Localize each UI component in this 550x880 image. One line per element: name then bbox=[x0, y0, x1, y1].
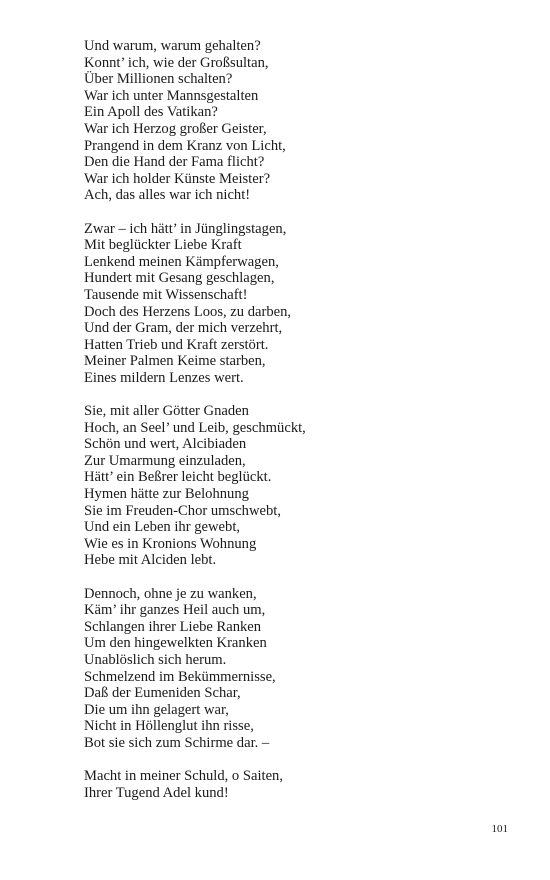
poem-line: Hätt’ ein Beßrer leicht beglückt. bbox=[84, 469, 272, 486]
poem-line: Und warum, warum gehalten? bbox=[84, 38, 261, 54]
poem-line: Meiner Palmen Keime starben, bbox=[84, 353, 266, 370]
poem-line: Und der Gram, der mich verzehrt, bbox=[84, 320, 283, 337]
poem-line: Ach, das alles war ich nicht! bbox=[84, 187, 251, 204]
poem-line: Hebe mit Alciden lebt. bbox=[84, 552, 217, 569]
poem-line: Ein Apoll des Vatikan? bbox=[84, 104, 218, 121]
poem-line: Hatten Trieb und Kraft zerstört. bbox=[84, 336, 269, 353]
poem-line: Doch des Herzens Loos, zu darben, bbox=[84, 303, 292, 320]
poem-line: Hymen hätte zur Belohnung bbox=[84, 486, 249, 503]
poem-line: War ich Herzog großer Geister, bbox=[84, 120, 267, 137]
poem-line: Hoch, an Seel’ und Leib, geschmückt, bbox=[84, 419, 306, 436]
poem-line: Dennoch, ohne je zu wanken, bbox=[84, 585, 257, 602]
stanza-1 bbox=[84, 38, 504, 204]
poem-line: Hundert mit Gesang geschlagen, bbox=[84, 270, 275, 287]
poem-line: Nicht in Höllenglut ihn risse, bbox=[84, 718, 254, 735]
poem-line: War ich holder Künste Meister? bbox=[84, 170, 271, 187]
poem-line: Ihrer Tugend Adel kund! bbox=[84, 784, 229, 801]
poem-line: Unablöslich sich herum. bbox=[84, 651, 227, 668]
stanza-5 bbox=[84, 768, 504, 801]
poem-line: Lenkend meinen Kämpferwagen, bbox=[84, 253, 279, 270]
stanza-2 bbox=[84, 221, 504, 387]
poem-line: Den die Hand der Fama flicht? bbox=[84, 154, 265, 171]
poem-line: Und ein Leben ihr gewebt, bbox=[84, 519, 241, 536]
poem-line: Zur Umarmung einzuladen, bbox=[84, 452, 246, 469]
poem-line: War ich unter Mannsgestalten bbox=[84, 87, 259, 104]
poem-line: Zwar – ich hätt’ in Jünglingstagen, bbox=[84, 220, 287, 237]
poem-line: Wie es in Kronions Wohnung bbox=[84, 535, 257, 552]
poem-line: Käm’ ihr ganzes Heil auch um, bbox=[84, 602, 266, 619]
poem-line: Sie, mit aller Götter Gnaden bbox=[84, 403, 249, 420]
stanza-3 bbox=[84, 403, 504, 569]
poem-line: Prangend in dem Kranz von Licht, bbox=[84, 137, 286, 154]
poem-line: Um den hingewelkten Kranken bbox=[84, 635, 267, 652]
poem-line: Tausende mit Wissenschaft! bbox=[84, 286, 248, 303]
poem-line: Schön und wert, Alcibiaden bbox=[84, 436, 247, 453]
poem-line: Schmelzend im Bekümmernisse, bbox=[84, 668, 276, 685]
poem-line: Daß der Eumeniden Schar, bbox=[84, 685, 241, 702]
page-number: 101 bbox=[491, 823, 508, 835]
poem-line: Über Millionen schalten? bbox=[84, 71, 233, 88]
poem-line: Sie im Freuden-Chor umschwebt, bbox=[84, 502, 281, 519]
poem-line: Mit beglückter Liebe Kraft bbox=[84, 237, 242, 254]
poem-line: Schlangen ihrer Liebe Ranken bbox=[84, 618, 262, 635]
poem-text bbox=[84, 38, 504, 818]
poem-line: Konnt’ ich, wie der Großsultan, bbox=[84, 54, 269, 71]
poem-line: Eines mildern Lenzes wert. bbox=[84, 369, 244, 386]
poem-line: Die um ihn gelagert war, bbox=[84, 701, 229, 718]
poem-line: Bot sie sich zum Schirme dar. – bbox=[84, 734, 270, 751]
stanza-4 bbox=[84, 586, 504, 752]
poem-line: Macht in meiner Schuld, o Saiten, bbox=[84, 768, 284, 785]
